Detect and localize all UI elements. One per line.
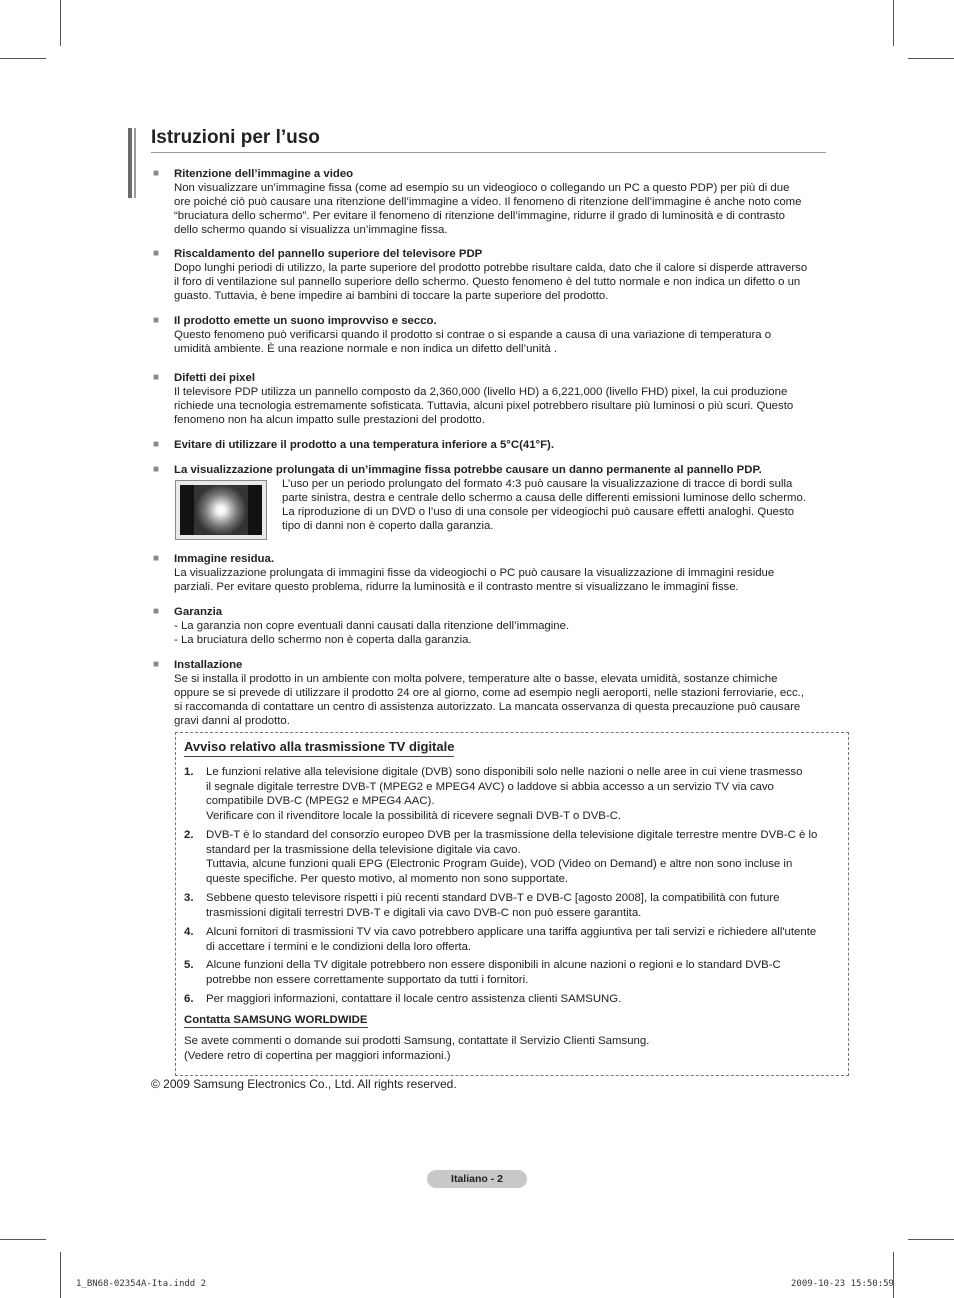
item-number: 6. bbox=[184, 993, 194, 1005]
square-bullet-icon: ■ bbox=[153, 372, 160, 383]
body-line: umidità ambiente. È una reazione normale e non indica un difetto dell’unità . bbox=[174, 343, 558, 355]
body-line: Sebbene questo televisore rispetti i più recenti standard DVB-T e DVB-C [agosto 2008], la compatibilità con future bbox=[206, 892, 780, 904]
section-body bbox=[174, 261, 824, 303]
print-slug-file: 1_BN68-02354A-Ita.indd 2 bbox=[76, 1279, 207, 1289]
item-text bbox=[206, 958, 836, 987]
body-line: fenomeno non ha alcun impatto sulle prestazioni del prodotto. bbox=[174, 414, 485, 426]
body-line: L’uso per un periodo prolungato del formato 4:3 può causare la visualizzazione di tracce di bordi sulla bbox=[282, 478, 793, 490]
page-number-tab: Italiano - 2 bbox=[427, 1170, 527, 1188]
copyright-notice: © 2009 Samsung Electronics Co., Ltd. All rights reserved. bbox=[151, 1077, 457, 1091]
notice-title: Avviso relativo alla trasmissione TV digitale bbox=[184, 739, 454, 757]
body-line: Alcune funzioni della TV digitale potrebbero non essere disponibili in alcune nazioni o regioni e lo standard DVB-C bbox=[206, 959, 781, 971]
body-line: dello schermo quando si visualizza un’immagine fissa. bbox=[174, 224, 448, 236]
body-line: La visualizzazione prolungata di immagini fisse da videogiochi o PC può causare la visualizzazione di immagini residue bbox=[174, 567, 775, 579]
square-bullet-icon: ■ bbox=[153, 464, 160, 475]
crop-mark bbox=[0, 58, 46, 59]
body-line: queste specifiche. Per questo motivo, al momento non sono supportate. bbox=[206, 872, 569, 885]
body-line: potrebbe non essere correttamente supportato da tutti i fornitori. bbox=[206, 973, 529, 986]
title-rule bbox=[151, 152, 826, 153]
section-heading: La visualizzazione prolungata di un’immagine fissa potrebbe causare un danno permanente al pannello PDP. bbox=[174, 464, 762, 476]
body-line: guasto. Tuttavia, è bene impedire ai bambini di toccare la parte superiore del prodotto. bbox=[174, 290, 609, 302]
body-line: gravi danni al prodotto. bbox=[174, 715, 290, 727]
item-text bbox=[206, 925, 836, 954]
body-line: Per maggiori informazioni, contattare il locale centro assistenza clienti SAMSUNG. bbox=[206, 993, 622, 1005]
body-line: DVB-T è lo standard del consorzio europeo DVB per la trasmissione della televisione digitale terrestre mentre DVB-C è lo bbox=[206, 829, 818, 841]
section-body bbox=[174, 328, 824, 356]
section-heading: Ritenzione dell’immagine a video bbox=[174, 168, 354, 180]
contact-heading: Contatta SAMSUNG WORLDWIDE bbox=[184, 1014, 368, 1026]
section-body bbox=[174, 385, 824, 427]
body-line: Alcuni fornitori di trasmissioni TV via cavo potrebbero applicare una tariffa aggiuntiva per tali servizi e richiedere all'utente bbox=[206, 926, 817, 938]
square-bullet-icon: ■ bbox=[153, 659, 160, 670]
section-heading: Garanzia bbox=[174, 606, 223, 618]
body-line: il foro di ventilazione sul pannello superiore dello schermo. Questo fenomeno è del tutto normale e non indica un difetto o un bbox=[174, 276, 801, 288]
body-line: trasmissioni digitali terrestri DVB-T e digitali via cavo DVB-C non può essere garantita. bbox=[206, 906, 642, 919]
item-number: 3. bbox=[184, 892, 194, 904]
tv-screen-illustration bbox=[175, 480, 267, 540]
section-body bbox=[174, 672, 824, 728]
body-line: standard per la trasmissione della televisione digitale via cavo. bbox=[206, 843, 521, 856]
section-heading: Installazione bbox=[174, 659, 243, 671]
crop-mark bbox=[0, 1239, 46, 1240]
body-line: La riproduzione di un DVD o l’uso di una console per videogiochi può causare effetti analoghi. Questo bbox=[282, 506, 795, 518]
crop-mark bbox=[908, 58, 954, 59]
crop-mark bbox=[60, 1252, 61, 1298]
body-line: parziali. Per evitare questo problema, ridurre la luminosità e il contrasto mentre si visualizzano le immagini fisse. bbox=[174, 581, 739, 593]
square-bullet-icon: ■ bbox=[153, 248, 160, 259]
item-text bbox=[206, 765, 836, 823]
section-heading: Riscaldamento del pannello superiore del televisore PDP bbox=[174, 248, 483, 260]
body-line: Non visualizzare un’immagine fissa (come ad esempio su un videogioco o collegando un PC a questo PDP) per più di due bbox=[174, 182, 790, 194]
body-line: Se avete commenti o domande sui prodotti Samsung, contattate il Servizio Clienti Samsung. bbox=[184, 1035, 650, 1047]
item-number: 1. bbox=[184, 766, 194, 778]
square-bullet-icon: ■ bbox=[153, 168, 160, 179]
body-line: Verificare con il rivenditore locale la possibilità di ricevere segnali DVB-T o DVB-C. bbox=[206, 809, 622, 822]
body-line: parte sinistra, destra e centrale dello schermo a causa delle differenti emissioni luminose dello schermo. bbox=[282, 492, 807, 504]
square-bullet-icon: ■ bbox=[153, 606, 160, 617]
item-number: 2. bbox=[184, 829, 194, 841]
body-line: (Vedere retro di copertina per maggiori informazioni.) bbox=[184, 1050, 451, 1062]
body-line: Questo fenomeno può verificarsi quando il prodotto si contrae o si espande a causa di una variazione di temperatura o bbox=[174, 329, 772, 341]
body-line: Il televisore PDP utilizza un pannello composto da 2,360,000 (livello HD) a 6,221,000 (livello FHD) pixel, la cui produzione bbox=[174, 386, 788, 398]
body-line: tipo di danni non è coperto dalla garanzia. bbox=[282, 520, 494, 532]
body-line: compatibile DVB-C (MPEG2 e MPEG4 AAC). bbox=[206, 795, 435, 807]
section-body bbox=[174, 181, 824, 237]
square-bullet-icon: ■ bbox=[153, 439, 160, 450]
body-line: “bruciatura dello schermo”. Per evitare il fenomeno di ritenzione dell’immagine, ridurre il grado di luminosità e di contrasto bbox=[174, 210, 785, 222]
square-bullet-icon: ■ bbox=[153, 315, 160, 326]
page-title: Istruzioni per l’uso bbox=[151, 127, 320, 148]
body-line: oppure se si prevede di utilizzare il prodotto 24 ore al giorno, come ad esempio negli aeroporti, nelle stazioni ferroviarie, ecc., bbox=[174, 687, 804, 699]
crop-mark bbox=[893, 0, 894, 46]
item-number: 5. bbox=[184, 959, 194, 971]
body-line: si raccomanda di contattare un centro di assistenza autorizzato. La mancata osservanza di questa precauzione può causare bbox=[174, 701, 801, 713]
crop-mark bbox=[893, 1252, 894, 1298]
contact-body bbox=[184, 1034, 649, 1064]
square-bullet-icon: ■ bbox=[153, 553, 160, 564]
flower-image bbox=[194, 485, 248, 535]
body-line: di accettare i termini e le condizioni della loro offerta. bbox=[206, 940, 472, 953]
body-line: ore poiché ciò può causare una ritenzione dell’immagine a video. Il fenomeno di ritenzione dell’immagine è anche noto come bbox=[174, 196, 802, 208]
item-text bbox=[206, 891, 836, 920]
section-body bbox=[282, 477, 827, 533]
body-line: Le funzioni relative alla televisione digitale (DVB) sono disponibili solo nelle nazioni o nelle aree in cui viene trasmesso bbox=[206, 766, 803, 778]
body-line: Se si installa il prodotto in un ambiente con molta polvere, temperature alte o basse, elevata umidità, sostanze chimiche bbox=[174, 673, 778, 685]
body-line: - La garanzia non copre eventuali danni causati dalla ritenzione dell’immagine. bbox=[174, 620, 570, 632]
body-line: il segnale digitale terrestre DVB-T (MPEG2 e MPEG4 AVC) o laddove si abbia accesso a un servizio TV via cavo bbox=[206, 780, 774, 793]
item-number: 4. bbox=[184, 926, 194, 938]
item-text bbox=[206, 992, 836, 1007]
print-slug-timestamp: 2009-10-23 15:50:59 bbox=[791, 1279, 894, 1289]
body-line: - La bruciatura dello schermo non è coperta dalla garanzia. bbox=[174, 634, 472, 646]
section-body bbox=[174, 566, 824, 594]
section-heading: Evitare di utilizzare il prodotto a una temperatura inferiore a 5°C(41°F). bbox=[174, 439, 555, 451]
section-heading: Immagine residua. bbox=[174, 553, 275, 565]
crop-mark bbox=[60, 0, 61, 46]
section-heading: Difetti dei pixel bbox=[174, 372, 256, 384]
body-line: Tuttavia, alcune funzioni quali EPG (Electronic Program Guide), VOD (Video on Demand) e altre non sono incluse in bbox=[206, 858, 793, 870]
item-text bbox=[206, 828, 836, 886]
section-body bbox=[174, 619, 824, 647]
section-heading: Il prodotto emette un suono improvviso e secco. bbox=[174, 315, 437, 327]
crop-mark bbox=[908, 1239, 954, 1240]
body-line: Dopo lunghi periodi di utilizzo, la parte superiore del prodotto potrebbe risultare calda, dato che il calore si disperde attraverso bbox=[174, 262, 808, 274]
title-accent-bar bbox=[134, 128, 136, 198]
body-line: richiede una tecnologia estremamente sofisticata. Tuttavia, alcuni pixel potrebbero risultare più luminosi o più scuri. Questo bbox=[174, 400, 794, 412]
title-accent-bar bbox=[128, 128, 132, 198]
